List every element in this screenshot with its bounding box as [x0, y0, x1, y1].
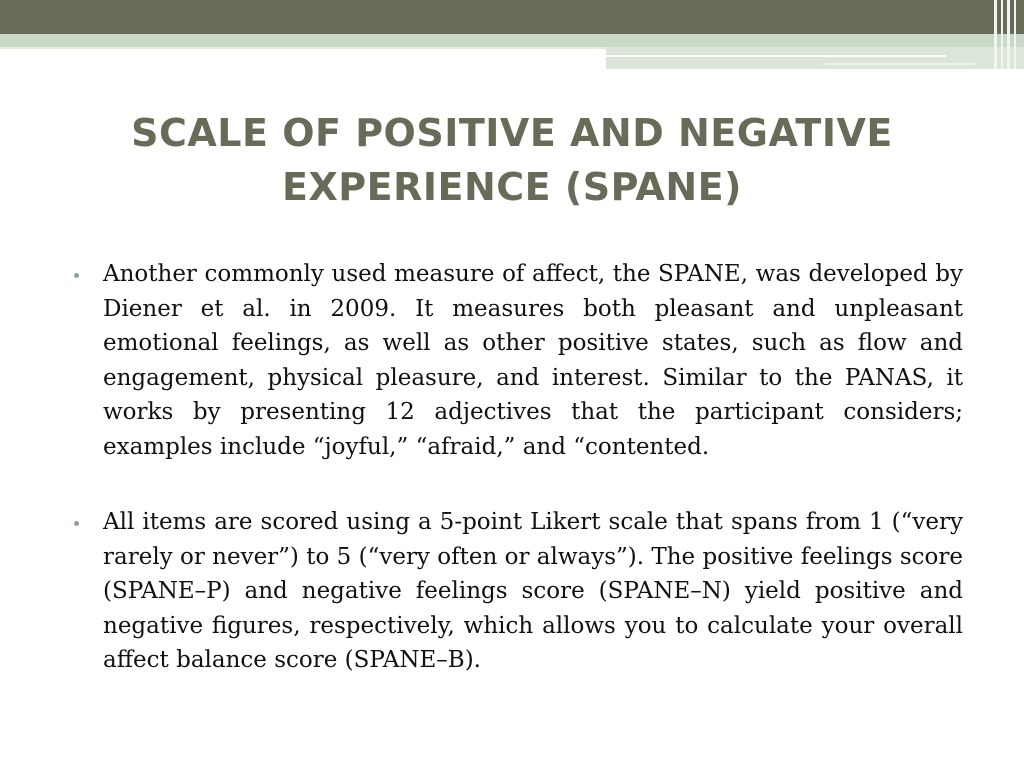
header-band-tab-line	[606, 55, 946, 57]
bullet-list	[70, 257, 963, 678]
bullet-item	[70, 257, 963, 464]
slide-title-line-2: EXPERIENCE (SPANE)	[282, 165, 742, 209]
slide-title-line-1: SCALE OF POSITIVE AND NEGATIVE	[131, 111, 893, 155]
header-stripe	[1007, 0, 1010, 69]
bullet-text: Another commonly used measure of affect, the SPANE, was developed by Diener et al. in 2009. It measures both pleasant and unpleasant emotional feelings, as well as other positive states, such as flow and engagement, physical pleasure, and interest. Similar to the PANAS, it works by presenting 12 adjectives that the participant considers; examples include “joyful,” “afraid,” and “contented.	[103, 261, 963, 460]
header-stripe	[994, 0, 997, 69]
header-band-light	[0, 34, 1024, 47]
bullet-dot-icon	[74, 521, 79, 526]
header-stripe	[1014, 0, 1016, 69]
bullet-text: All items are scored using a 5-point Likert scale that spans from 1 (“very rarely or never”) to 5 (“very often or always”). The positive feelings score (SPANE–P) and negative feelings score (SPANE–N) yield positive and negative figures, respectively, which allows you to calculate your overall affect balance score (SPANE–B).	[103, 509, 963, 673]
slide-title	[60, 106, 964, 214]
header-band-tab	[606, 47, 1024, 69]
bullet-dot-icon	[74, 273, 79, 278]
header-stripes	[990, 0, 1024, 69]
bullet-item	[70, 505, 963, 678]
header-stripe	[1001, 0, 1003, 69]
header-band-tab-line-short	[825, 63, 975, 65]
header-band-dark	[0, 0, 1024, 34]
